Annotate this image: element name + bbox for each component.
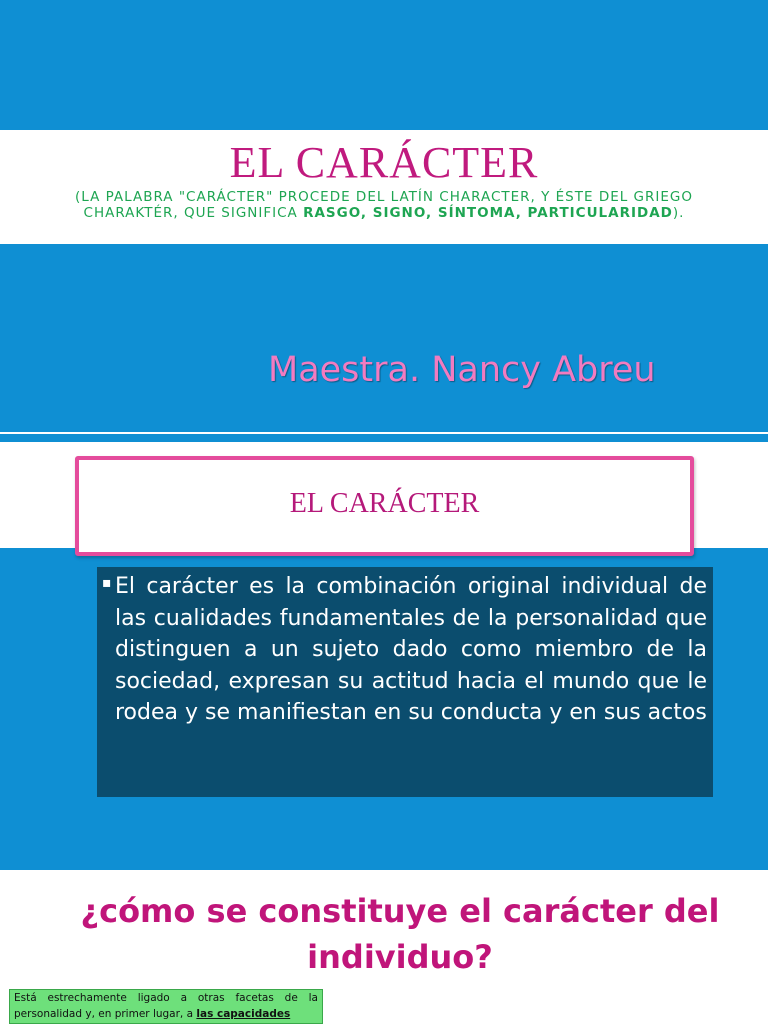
definition-text: El carácter es la combinación original individual de las cualidades fundamentales de la personalidad que distinguen a un sujeto dado como miembro de la sociedad, expresan su actitud hacia el mundo que le rodea y se manifiestan en su conducta y en sus actos bbox=[115, 574, 707, 725]
subtitle-bold: RASGO, SIGNO, SÍNTOMA, PARTICULARIDAD bbox=[303, 205, 673, 221]
question-heading: ¿cómo se constituye el carácter del individuo? bbox=[80, 892, 720, 976]
slide-title bbox=[0, 0, 768, 432]
note-emphasis: las capacidades bbox=[196, 1008, 291, 1020]
definition-panel bbox=[97, 567, 713, 797]
slide-subtitle bbox=[34, 189, 734, 221]
subtitle-text: (LA PALABRA "CARÁCTER" PROCEDE DEL LATÍN CHARACTER, Y ÉSTE DEL GRIEGO CHARAKTÉR, QUE SIGNIFICA bbox=[75, 189, 693, 221]
note-box bbox=[9, 989, 323, 1024]
heading-band bbox=[0, 442, 768, 548]
author-name: Maestra. Nancy Abreu bbox=[268, 350, 656, 390]
slide-question bbox=[0, 874, 768, 1024]
title-band bbox=[0, 130, 768, 244]
subtitle-end: ). bbox=[672, 205, 685, 221]
bullet-icon: ▪ bbox=[102, 575, 112, 591]
slide-divider bbox=[0, 870, 768, 872]
slide-definition bbox=[0, 434, 768, 870]
definition-title: EL CARÁCTER bbox=[289, 488, 480, 519]
heading-frame bbox=[75, 456, 694, 556]
slide-title-heading: EL CARÁCTER bbox=[229, 138, 539, 187]
note-text: Está estrechamente ligado a otras facetas de la personalidad y, en primer lugar, a bbox=[14, 992, 318, 1020]
